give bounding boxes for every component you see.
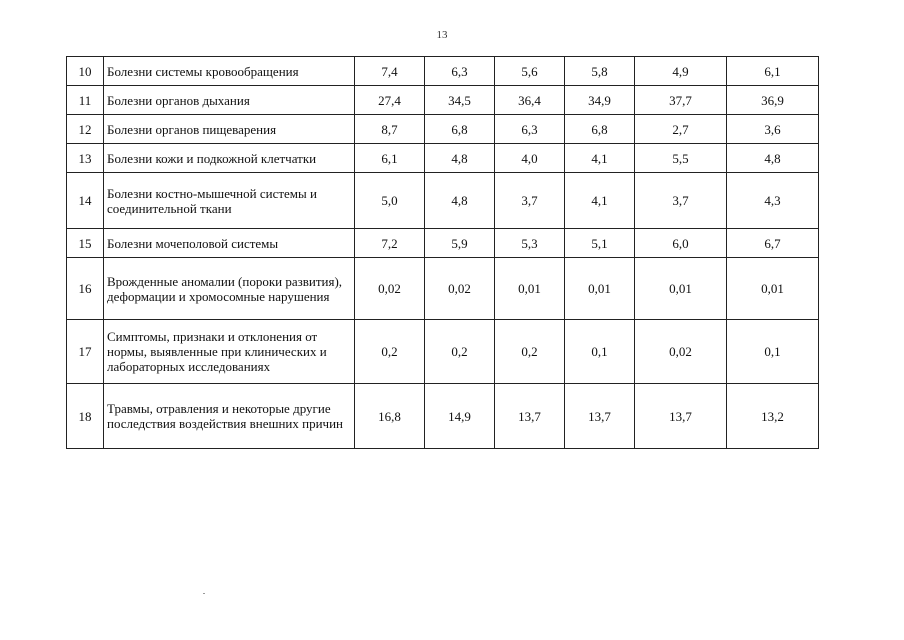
- value-cell: 3,7: [495, 173, 565, 229]
- value-cell: 5,6: [495, 57, 565, 86]
- value-cell: 5,5: [635, 144, 727, 173]
- table-row: [67, 173, 819, 229]
- value-cell: 0,01: [635, 258, 727, 320]
- value-cell: 6,8: [565, 115, 635, 144]
- value-cell: 6,7: [727, 229, 819, 258]
- value-cell: 4,1: [565, 144, 635, 173]
- value-cell: 13,7: [565, 384, 635, 449]
- table-row: [67, 144, 819, 173]
- disease-name: Болезни системы кровообращения: [104, 57, 355, 86]
- value-cell: 2,7: [635, 115, 727, 144]
- row-number: 14: [67, 173, 104, 229]
- row-number: 10: [67, 57, 104, 86]
- row-number: 17: [67, 320, 104, 384]
- value-cell: 13,7: [495, 384, 565, 449]
- row-number: 15: [67, 229, 104, 258]
- value-cell: 0,1: [727, 320, 819, 384]
- value-cell: 4,8: [727, 144, 819, 173]
- value-cell: 6,8: [425, 115, 495, 144]
- value-cell: 6,1: [727, 57, 819, 86]
- table-row: [67, 258, 819, 320]
- value-cell: 13,7: [635, 384, 727, 449]
- value-cell: 8,7: [355, 115, 425, 144]
- value-cell: 5,0: [355, 173, 425, 229]
- disease-name: Болезни органов пищеварения: [104, 115, 355, 144]
- value-cell: 4,8: [425, 144, 495, 173]
- value-cell: 7,2: [355, 229, 425, 258]
- table-row: [67, 57, 819, 86]
- value-cell: 0,02: [355, 258, 425, 320]
- row-number: 18: [67, 384, 104, 449]
- value-cell: 36,9: [727, 86, 819, 115]
- value-cell: 6,3: [495, 115, 565, 144]
- value-cell: 0,02: [635, 320, 727, 384]
- value-cell: 34,9: [565, 86, 635, 115]
- disease-name: Врожденные аномалии (пороки развития), деформации и хромосомные нарушения: [104, 258, 355, 320]
- value-cell: 16,8: [355, 384, 425, 449]
- value-cell: 3,7: [635, 173, 727, 229]
- disease-name: Травмы, отравления и некоторые другие последствия воздействия внешних причин: [104, 384, 355, 449]
- table-row: [67, 229, 819, 258]
- value-cell: 6,1: [355, 144, 425, 173]
- disease-name: Болезни костно-мышечной системы и соединительной ткани: [104, 173, 355, 229]
- value-cell: 34,5: [425, 86, 495, 115]
- value-cell: 4,8: [425, 173, 495, 229]
- value-cell: 0,01: [727, 258, 819, 320]
- row-number: 16: [67, 258, 104, 320]
- table-row: [67, 115, 819, 144]
- value-cell: 0,2: [425, 320, 495, 384]
- value-cell: 27,4: [355, 86, 425, 115]
- table-row: [67, 384, 819, 449]
- value-cell: 4,9: [635, 57, 727, 86]
- value-cell: 0,2: [495, 320, 565, 384]
- page-number: 13: [436, 29, 448, 41]
- scan-speck: [203, 593, 205, 594]
- row-number: 13: [67, 144, 104, 173]
- value-cell: 4,0: [495, 144, 565, 173]
- value-cell: 5,9: [425, 229, 495, 258]
- value-cell: 0,2: [355, 320, 425, 384]
- value-cell: 5,1: [565, 229, 635, 258]
- row-number: 12: [67, 115, 104, 144]
- value-cell: 6,0: [635, 229, 727, 258]
- morbidity-table: [66, 56, 819, 449]
- value-cell: 3,6: [727, 115, 819, 144]
- value-cell: 7,4: [355, 57, 425, 86]
- value-cell: 0,01: [495, 258, 565, 320]
- disease-name: Болезни кожи и подкожной клетчатки: [104, 144, 355, 173]
- value-cell: 14,9: [425, 384, 495, 449]
- disease-name: Болезни органов дыхания: [104, 86, 355, 115]
- value-cell: 0,01: [565, 258, 635, 320]
- disease-name: Симптомы, признаки и отклонения от нормы, выявленные при клинических и лабораторных исследованиях: [104, 320, 355, 384]
- table-row: [67, 86, 819, 115]
- value-cell: 37,7: [635, 86, 727, 115]
- row-number: 11: [67, 86, 104, 115]
- value-cell: 4,1: [565, 173, 635, 229]
- value-cell: 0,1: [565, 320, 635, 384]
- disease-name: Болезни мочеполовой системы: [104, 229, 355, 258]
- value-cell: 6,3: [425, 57, 495, 86]
- value-cell: 0,02: [425, 258, 495, 320]
- table-row: [67, 320, 819, 384]
- value-cell: 4,3: [727, 173, 819, 229]
- value-cell: 5,8: [565, 57, 635, 86]
- value-cell: 5,3: [495, 229, 565, 258]
- value-cell: 36,4: [495, 86, 565, 115]
- value-cell: 13,2: [727, 384, 819, 449]
